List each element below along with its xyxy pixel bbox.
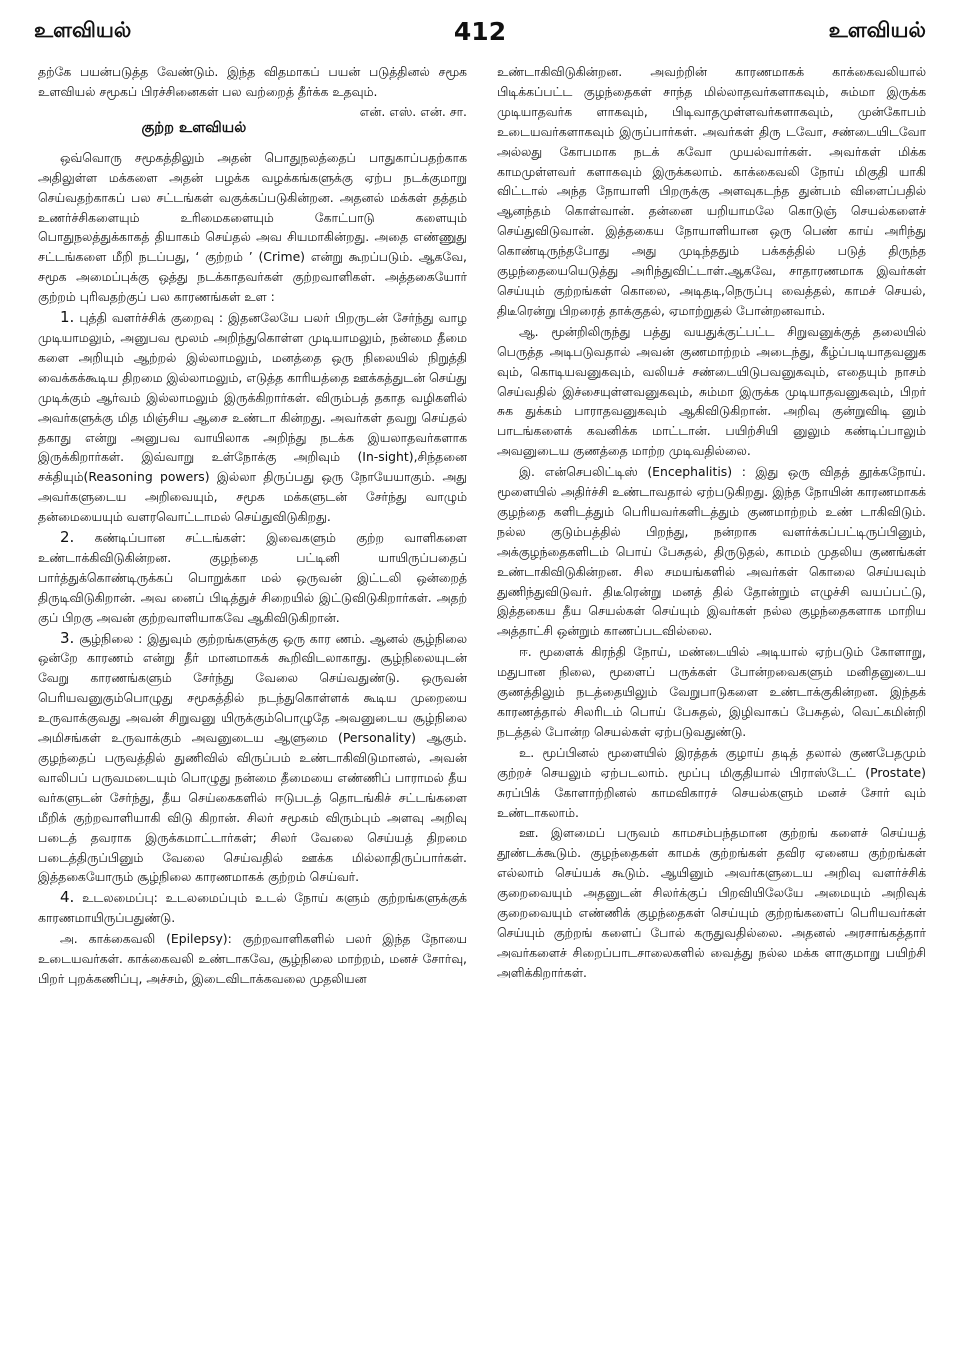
intro-text: தற்கே பயன்படுத்த வேண்டும். இந்த விதமாகப் பயன் படுத்தினல் சமூக உளவியல் சமூகப் பிரச்சினைகள் பல வற்றைத் தீர்க்க உதவும். — [38, 64, 467, 99]
item-number: 4. — [60, 888, 75, 907]
numbered-paragraph-4 — [38, 888, 467, 928]
numbered-paragraph-2 — [38, 528, 467, 628]
page-number: 412 — [453, 16, 507, 46]
paragraph-text: சூழ்நிலை : இதுவும் குற்றங்களுக்கு ஒரு கார ணம். ஆனல் சூழ்நிலை ஒன்றே காரணம் என்று தீர் மானமாகக் கூறிவிடலாகாது. சூழ்நிலையுடன் வேறு காரணங்களும் சேர்ந்து வேலை செய்வதுண்டு. ஒருவன் பெரியவனுகும்பொழுது சமூகத்தில் நடந்துகொள்ளக் கூடிய முறையை உருவாக்குவது அவன் சிறுவனு யிருக்கும்பொழுதே அவனுடைய சூழ்நிலை அமிசங்கள் உருவாக்கும் அவனுடைய ஆளுமை (Personality) ஆகும். குழந்தைப் பருவத்தில் துணிவில் விருப்பம் உண்டாகிவிடுமானல், அவன் வாலிபப் பருவமடையும் பொழுது நன்மை தீமையை எண்ணிப் பாராமல் தீய வர்களுடன் சேர்ந்து, தீய செய்கைகளில் ஈடுபடத் தொடங்கிச் சட்டங்களை மீறிக் குற்றவாளியாகி விடு கிறான். சிலர் சமூகம் விரும்பும் அளவு அறிவு படைத் தவராக இருக்கமாட்டார்கள்; சிலர் வேலை செய்யத் திறமை படைத்திருப்பினும் வேலை செய்வதில் ஊக்க மில்லாதிருப்பார்கள். இத்தகையோரும் சூழ்நிலை காரணமாகக் குற்றம் செய்வர். — [38, 630, 467, 885]
numbered-paragraph-1 — [38, 308, 467, 527]
paragraph-text: புத்தி வளர்ச்சிக் குறைவு : இதனலேயே பலர் பிறருடன் சேர்ந்து வாழ முடியாமலும், அனுபவ மூலம் அறிந்துகொள்ள முடியாமலும், நன்மை தீமை களை அறியும் ஆற்றல் இல்லாமலும், மனத்தை ஒரு நிலையில் நிறுத்தி வைக்கக்கூடிய திறமை இல்லாமலும், எடுத்த காரியத்தை ஊக்கத்துடன் செய்து முடிக்கும் ஆர்வம் இல்லாமலும் இருக்கிறார்கள். விரும்பத் தகாத வழிகளில் அவர்களுக்கு மித மிஞ்சிய ஆசை உண்டா கின்றது. அவர்கள் தவறு செய்தல் தகாது என்று அனுபவ வாயிலாக அறிந்து நடக்க இயலாதவர்களாக இருக்கிறார்கள். இவ்வாறு உள்நோக்கு அறிவும் (In-sight),சிந்தனை சக்தியும்(Reasoning powers) இல்லா திருப்பது ஒரு நோயேயாகும். அது அவர்களுடைய அறிவையும், சமூக மக்களுடன் சேர்ந்து வாழும் தன்மையையும் வளரவொட்டாமல் செய்துவிடுகிறது. — [38, 310, 467, 525]
item-number: 2. — [60, 528, 75, 547]
sub-paragraph-ii: ஈ. மூளைக் கிரந்தி நோய், மண்டையில் அடியால் ஏற்படும் கோளாறு, மதுபான நிலை, மூளைப் பருக்கள் போன்றவைகளும் மனிதனுடைய குணத்திலும் நடத்தையிலும் வேறுபாடுகளை உண்டாக்குகின்றன. இந்தக் காரணத்தால் சிலரிடம் பொய் பேசுதல், இழிவாகப் பேசுதல், வெட்கமின்றி நடத்தல் போன்ற செயல்கள் ஏற்படுவதுண்டு. — [497, 644, 926, 739]
section-heading: குற்ற உளவியல் — [141, 119, 247, 136]
paragraph-text: கண்டிப்பான சட்டங்கள்: இவைகளும் குற்ற வாளிகளை உண்டாக்கிவிடுகின்றன. குழந்தை பட்டினி யாயிருப்பதைப் பார்த்துக்கொண்டிருக்கப் பொறுக்கா மல் ஒருவன் இட்டலி ஒன்றைத் திருடிவிடுகிறான். அவ னைப் பிடித்துச் சிறையில் இட்டுவிடுகிறார்கள். அதற் குப் பிறகு அவன் குற்றவாளியாகவே ஆகிவிடுகிறான். — [38, 530, 467, 625]
item-number: 3. — [60, 628, 75, 647]
sub-paragraph-aa: ஆ. மூன்றிலிருந்து பத்து வயதுக்குட்பட்ட சிறுவனுக்குத் தலையில் பெருத்த அடிபடுவதால் அவன் குணமாற்றம் அடைந்து, கீழ்ப்படியாதவனுக வும், கொடியவனுகவும், வலியச் சண்டையிடுபவனுகவும், எதையும் நாசம் செய்வதில் இச்சையுள்ளவனுகவும், சும்மா இருக்க முடியாதவனுகவும், பிறர் சுக துக்கம் பாராதவனுகவும் ஆகிவிடுகிறான். அறிவு குன்றுவிடி னும் பாடங்களைக் கவனிக்க மாட்டான். பயிற்சியி னுலும் கண்டிப்பாலும் அவனுடைய குணத்தை மாற்ற முடிவதில்லை. — [497, 323, 926, 459]
sub-paragraph-a: அ. காக்கைவலி (Epilepsy): குற்றவாளிகளில் பலர் இந்த நோயை உடையவர்கள். காக்கைவலி உண்டாகவே, சூழ்நிலை மாற்றம், மனச் சோர்வு, பிறர் புறக்கணிப்பு, அச்சம், இடைவிடாக்கவலை முதலியன — [38, 931, 467, 986]
header-left-title: உளவியல் — [34, 17, 132, 42]
numbered-paragraph-3 — [38, 629, 467, 888]
header-right-title: உளவியல் — [828, 17, 926, 42]
right-column — [497, 62, 926, 1350]
two-column-body — [38, 62, 926, 1350]
paragraph-text: உடலமைப்பு: உடலமைப்பும் உடல் நோய் களும் குற்றங்களுக்குக் காரணமாயிருப்பதுண்டு. — [38, 890, 467, 926]
intro-paragraph — [38, 62, 467, 119]
continued-paragraph: உண்டாகிவிடுகின்றன. அவற்றின் காரணமாகக் காக்கைவலியால் பிடிக்கப்பட்ட குழந்தைகள் சாந்த மில்லாதவர்களாகவும், சும்மா இருக்க முடியாதவர்க ளாகவும், பிடிவாதமுள்ளவர்களாகவும், முன்கோபம் உடையவர்களாகவும் இருப்பார்கள். அவர்கள் திரு டவோ, சண்டையிடவோ அல்லது கோபமாக நடக் கவோ முயல்வார்கள். அவர்கள் மிக்க காமமுள்ளவர் களாகவும் இருக்கலாம். காக்கைவலி நோய் மிகுதி யாகி விட்டால் அந்த நோயாளி பிறருக்கு அளவுகடந்த துன்பம் விளைப்பதில் ஆனந்தம் கொள்வான். தன்னை யறியாமலே கொடுஞ் செயல்களைச் செய்துவிடுவான். இத்தகைய நோயாளியான ஒரு பெண் காய் அரிந்து கொண்டிருந்தபோது அது முடிந்ததும் பக்கத்தில் படுத் திருந்த குழந்தையையெடுத்து அரிந்துவிட்டாள்.ஆகவே, சாதாரணமாக இவர்கள் செய்யும் குற்றங்கள் கொலை, அடிதடி,நெருப்பு வைத்தல், காமச் செயல், திடீரென்று பிறரைத் தாக்குதல், ஏமாற்றுதல் போன்றனவாம். — [497, 64, 926, 318]
left-column — [38, 62, 467, 1350]
paragraph: ஒவ்வொரு சமூகத்திலும் அதன் பொதுநலத்தைப் பாதுகாப்பதற்காக அதிலுள்ள மக்களை அதன் பழக்க வழக்கங்களுக்கு ஏற்ப நடக்குமாறு செய்வதற்காகப் பல சட்டங்கள் வகுக்கப்படுகின்றன. அதனல் மக்கள் தத்தம் உணர்ச்சிகளையும் உரிமைகளையும் கோட்பாடு களையும் பொதுநலத்துக்காகத் தியாகம் செய்தல் அவ சியமாகின்றது. அதை எண்ணுது சட்டங்களை மீறி நடப்பது, ‘ குற்றம் ’ (Crime) என்று கூறப்படும். ஆகவே, சமூக அமைப்புக்கு ஒத்து நடக்காதவர்கள் குற்றவாளிகள். அத்தகையோர் குற்றம் புரிவதற்குப் பல காரணங்கள் உள : — [38, 149, 467, 305]
running-header — [34, 14, 926, 48]
sub-paragraph-u: உ. மூப்பினல் மூளையில் இரத்தக் குழாய் தடித் தலால் குணபேதமும் குற்றச் செயலும் ஏற்படலாம். மூப்பு மிகுதியால் பிராஸ்டேட் (Prostate) சுரப்பிக் கோளாற்றினல் காமவிகாரச் செயல்களும் மனச் சோர் வும் உண்டாகலாம். — [497, 744, 926, 820]
author-signature: என். எஸ். என். சா. — [359, 103, 467, 119]
item-number: 1. — [60, 308, 75, 327]
sub-paragraph-uu: ஊ. இளமைப் பருவம் காமசம்பந்தமான குற்றங் களைச் செய்யத் தூண்டக்கூடும். குழந்தைகள் காமக் குற்றங்கள் தவிர ஏனைய குற்றங்கள் எல்லாம் செய்யக் கூடும். ஆயினும் அவர்களுடைய அறிவு வளர்ச்சிக் குறைவையும் அதனுடன் சிலர்க்குப் பிறவியிலேயே அமையும் அறிவுக் குறைவையும் எண்ணிக் குழந்தைகள் செய்யும் குற்றங்களைப் பெரியவர்கள் செய்யும் குற்றங் களைப் போல் கருதுவதில்லை. அதனல் அரசாங்கத்தார் அவர்களைச் சிறைப்பாடசாலைகளில் வைத்து நல்ல மக்க ளாகுமாறு பயிற்சி அளிக்கிறார்கள். — [497, 825, 926, 980]
sub-paragraph-i: இ. என்செபலிட்டிஸ் (Encephalitis) : இது ஒரு விதத் தூக்கநோய். மூளையில் அதிர்ச்சி உண்டாவதால் ஏற்படுகிறது. இந்த நோயின் காரணமாகக் குழந்தை களிடத்தும் பெரியவர்களிடத்தும் குணமாற்றம் உண் டாகிவிடும். நல்ல குடும்பத்தில் பிறந்து, நன்றாக வளர்க்கப்பட்டிருப்பினும், அக்குழந்தைகளிடம் பொய் பேசுதல், திருடுதல், காமம் முதலிய குணங்கள் உண்டாகிவிடுகின்றன. சில சமயங்களில் அவர்கள் கொலை செய்யவும் துணிந்துவிடுவர். திடீரென்று மனத் தில் தோன்றும் எழுச்சி வயப்பட்டு, இத்தகைய தீய செயல்கள் செய்யும் இவர்கள் நல்ல குழந்தைகளாக மாறிய அத்தாட்சி ஒன்றும் காணப்படவில்லை. — [497, 464, 926, 639]
